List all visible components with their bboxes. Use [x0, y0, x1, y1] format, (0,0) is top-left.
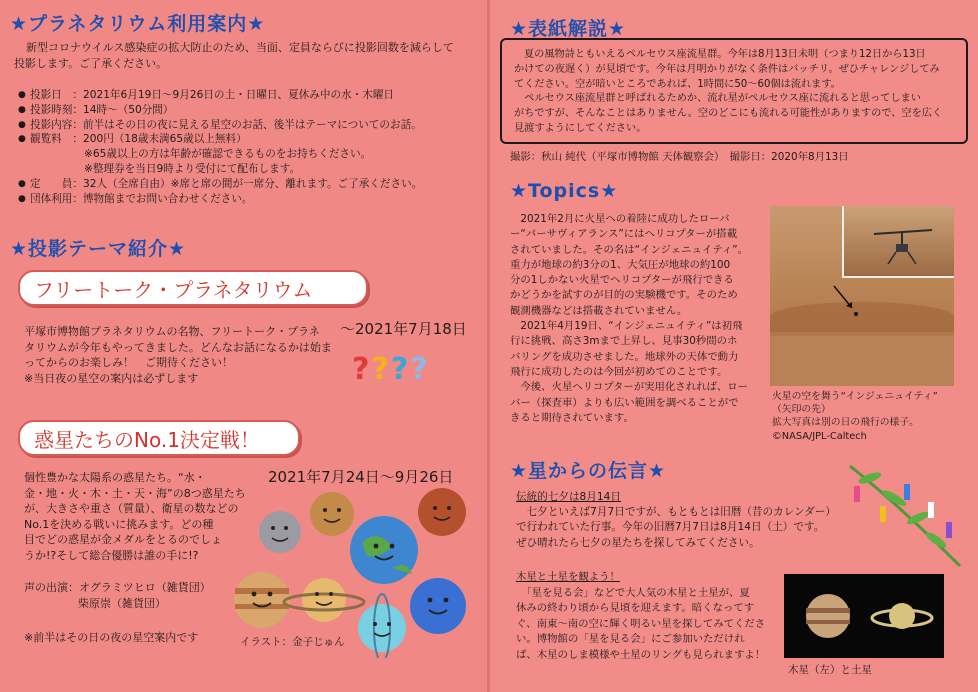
topics-line: 今後、火星ヘリコプターが実用化されれば、ロー: [510, 381, 749, 394]
topics-line: 飛行に成功したのは今回が初めてのことです。: [510, 365, 728, 378]
cover-line: かけての夜遅く）が見頃です。今年は月明かりがなく条件はバッチリ。ぜひチャレンジしてみ: [514, 63, 940, 75]
info-item-content: ● 投影内容：前半はその日の夜に見える星空のお話、後半はテーマについてのお話。: [18, 118, 422, 133]
planet-program-note: ※前半はその日の夜の星空案内です: [24, 631, 199, 644]
topics-text: [510, 212, 748, 426]
right-page: [490, 0, 978, 692]
topics-line: かどうかを試すのが目的の実験機です。そのため: [510, 289, 738, 302]
topics-line: きると期待されています。: [510, 411, 634, 424]
planet-earth-icon: [350, 516, 418, 584]
tanabata-line: ぜひ晴れたら七夕の星たちを探してみてください。: [516, 536, 760, 549]
topics-line: ー“パーサヴィアランス”にはヘリコプターが搭載: [510, 228, 738, 241]
intro-text: [14, 40, 454, 71]
info-item-fee: ● 観覧料 ：200円（18歳未満65歳以上無料）: [18, 132, 422, 147]
cover-explanation-box: [500, 38, 968, 144]
planets-line: い。博物館の「星を見る会」にご参加いただけれ: [516, 633, 745, 646]
planets-line: 休みの終わり頃から見頃を迎えます。暗くなってす: [516, 602, 755, 615]
topics-line: されていました。その名は“インジェニュイティ”。: [510, 243, 749, 256]
tanabata-line: で行われていた行事。今年の旧暦7月7日は8月14日（土）です。: [516, 521, 825, 534]
tanabata-bamboo-icon: [830, 456, 970, 574]
planet-no1-line: 金・地・火・木・土・天・海”の8つ惑星たち: [24, 486, 246, 500]
program-planet-no1-text: [24, 470, 246, 564]
jupiter-saturn-section: [516, 570, 765, 664]
intro-line: 投影します。ご了承ください。: [14, 56, 168, 70]
planets-heading: 木星と土星を観よう！: [516, 571, 620, 583]
jupiter-icon: [806, 594, 850, 638]
planets-illustration: [232, 488, 468, 658]
jupiter-saturn-photo: [784, 574, 944, 658]
planet-neptune-icon: [410, 578, 466, 634]
voice-cast-1: 声の出演：オグラミツヒロ（雑貨団）: [24, 581, 211, 594]
free-talk-line: タリウムが今年もやってきました。どんなお話になるかは始ま: [24, 340, 332, 354]
planet-no1-line: が、大きさや重さ（質量）、衛星の数などの: [24, 502, 239, 516]
topics-line: 分の1しかない火星でヘリコプターが飛行できる: [510, 274, 734, 287]
topics-line: 重力が地球の約3分の1、大気圧が地球の約100: [510, 258, 731, 271]
topics-line: 観測機器などは搭載されていません。: [510, 304, 688, 317]
left-page: [0, 0, 488, 692]
mars-helicopter-photo: [770, 206, 954, 386]
topics-line: バリングを成功させました。地球外の天体で動力: [510, 350, 739, 363]
cover-line: 夏の風物詩ともいえるペルセウス座流星群。今年は8月13日未明（つまり12日から13日: [524, 49, 926, 60]
planet-uranus-icon: [358, 594, 406, 658]
tanabata-section: [516, 490, 836, 551]
free-talk-line: ってからのお楽しみ！ ご期待ください！: [24, 356, 233, 370]
tanabata-line: 七夕といえば7月7日ですが、もともとは旧暦（昔のカレンダー）: [516, 506, 837, 519]
info-item-time: ● 投影時刻：14時～（50分間）: [18, 103, 422, 118]
illustration-credit: イラスト：金子じゅん: [240, 636, 345, 648]
cover-text: [514, 48, 942, 137]
planet-saturn-icon: [284, 578, 364, 622]
planets-line: ぐ、南東～南の空に輝く明るい星を探してみてくださ: [516, 617, 766, 630]
planet-no1-line: 個性豊かな太陽系の惑星たち。“水・: [24, 471, 206, 484]
topics-line: 2021年2月に火星への着陸に成功したローバ: [510, 213, 730, 225]
info-item-group: ● 団体利用：博物館までお問い合わせください。: [18, 192, 422, 207]
cover-line: てください。空が暗いところであれば、1時間に50～60個は流れます。: [514, 78, 841, 90]
planet-mercury-icon: [259, 511, 301, 553]
program-planet-no1-title: 惑星たちのNo.1決定戦！: [18, 420, 300, 456]
free-talk-line: 平塚市博物館プラネタリウムの名物、フリートーク・プラネ: [24, 325, 320, 338]
program-planet-no1-date: 2021年7月24日～9月26日: [268, 468, 454, 486]
topics-title: ★Topics★: [510, 180, 619, 202]
theme-intro-title: ★投影テーマ紹介★: [10, 238, 187, 260]
tanabata-heading: 伝統的七夕は8月14日: [516, 491, 621, 503]
intro-line: 新型コロナウイルス感染症の拡大防止のため、当面、定員ならびに投影回数を減らして: [26, 41, 454, 54]
question-mark: ?: [390, 352, 411, 387]
planet-no1-line: うか!?そして総合優勝は誰の手に!?: [24, 548, 199, 562]
info-item-dates: ● 投影日 ：2021年6月19日～9月26日の土・日曜日、夏休み中の水・木曜日: [18, 88, 422, 103]
info-item-capacity: ● 定 員：32人（全席自由）※席と席の間が一席分、離れます。ご了承ください。: [18, 177, 422, 192]
cover-line: 見渡すようにしてください。: [514, 122, 647, 134]
voice-cast-2: 柴原崇（雑貨団）: [78, 596, 166, 610]
planet-venus-icon: [310, 492, 354, 536]
arrow-icon: [832, 284, 862, 318]
question-marks: [352, 352, 430, 387]
planets-photo-caption: 木星（左）と土星: [788, 664, 872, 676]
info-list: [18, 88, 422, 206]
question-mark: ?: [371, 352, 391, 387]
cover-line: がちですが、そんなことはありません。空のどこにも流れる可能性がありますので、空を広く: [514, 108, 943, 120]
free-talk-line: ※当日夜の星空の案内は必ずします: [24, 371, 199, 385]
topics-line: バー（探査車）よりも広い範囲を調べることがで: [510, 396, 739, 409]
planet-jupiter-icon: [234, 572, 290, 628]
planetarium-info-title: ★プラネタリウム利用案内★: [10, 13, 266, 35]
cover-explanation-title: ★表紙解説★: [510, 18, 627, 40]
program-free-talk-title: フリートーク・プラネタリウム: [18, 270, 368, 306]
info-note-ticket: ※整理券を当日9時より受付にて配布します。: [84, 162, 301, 175]
question-mark: ?: [410, 352, 430, 387]
planet-no1-line: 目でどの惑星が金メダルをとるのでしょ: [24, 533, 222, 547]
message-from-stars-title: ★星からの伝言★: [510, 460, 667, 482]
program-free-talk-date: ～2021年7月18日: [340, 320, 467, 338]
topics-line: 行に挑戦、高さ3mまで上昇し、見事30秒間のホ: [510, 335, 738, 348]
saturn-icon: [872, 603, 932, 629]
cover-credit: 撮影：秋山 純代（平塚市博物館 天体観察会） 撮影日：2020年8月13日: [510, 151, 849, 163]
question-mark: ?: [352, 352, 372, 387]
topics-line: 2021年4月19日、“インジェニュイティ”は初飛: [510, 320, 743, 333]
mars-photo-caption: 火星の空を舞う“インジェニュイティ” （矢印の先） 拡大写真は別の日の飛行の様子。 ©NASA/JPL-Caltech: [772, 391, 938, 442]
planets-line: ば、木星のしま模様や土星のリングも見られますよ！: [516, 648, 766, 661]
info-note-age: ※65歳以上の方は年齢が確認できるものをお持ちください。: [84, 148, 372, 161]
voice-cast: [24, 580, 211, 611]
planets-line: 「星を見る会」などで大人気の木星と土星が、夏: [516, 586, 750, 599]
planet-no1-line: No.1を決める戦いに挑みます。どの種: [24, 517, 214, 531]
helicopter-inset-photo: [842, 206, 954, 278]
planet-mars-icon: [418, 488, 466, 536]
cover-line: ペルセウス座流星群と呼ばれるためか、流れ星がペルセウス座に流れると思ってしまい: [514, 93, 921, 105]
program-free-talk-text: [24, 324, 332, 386]
